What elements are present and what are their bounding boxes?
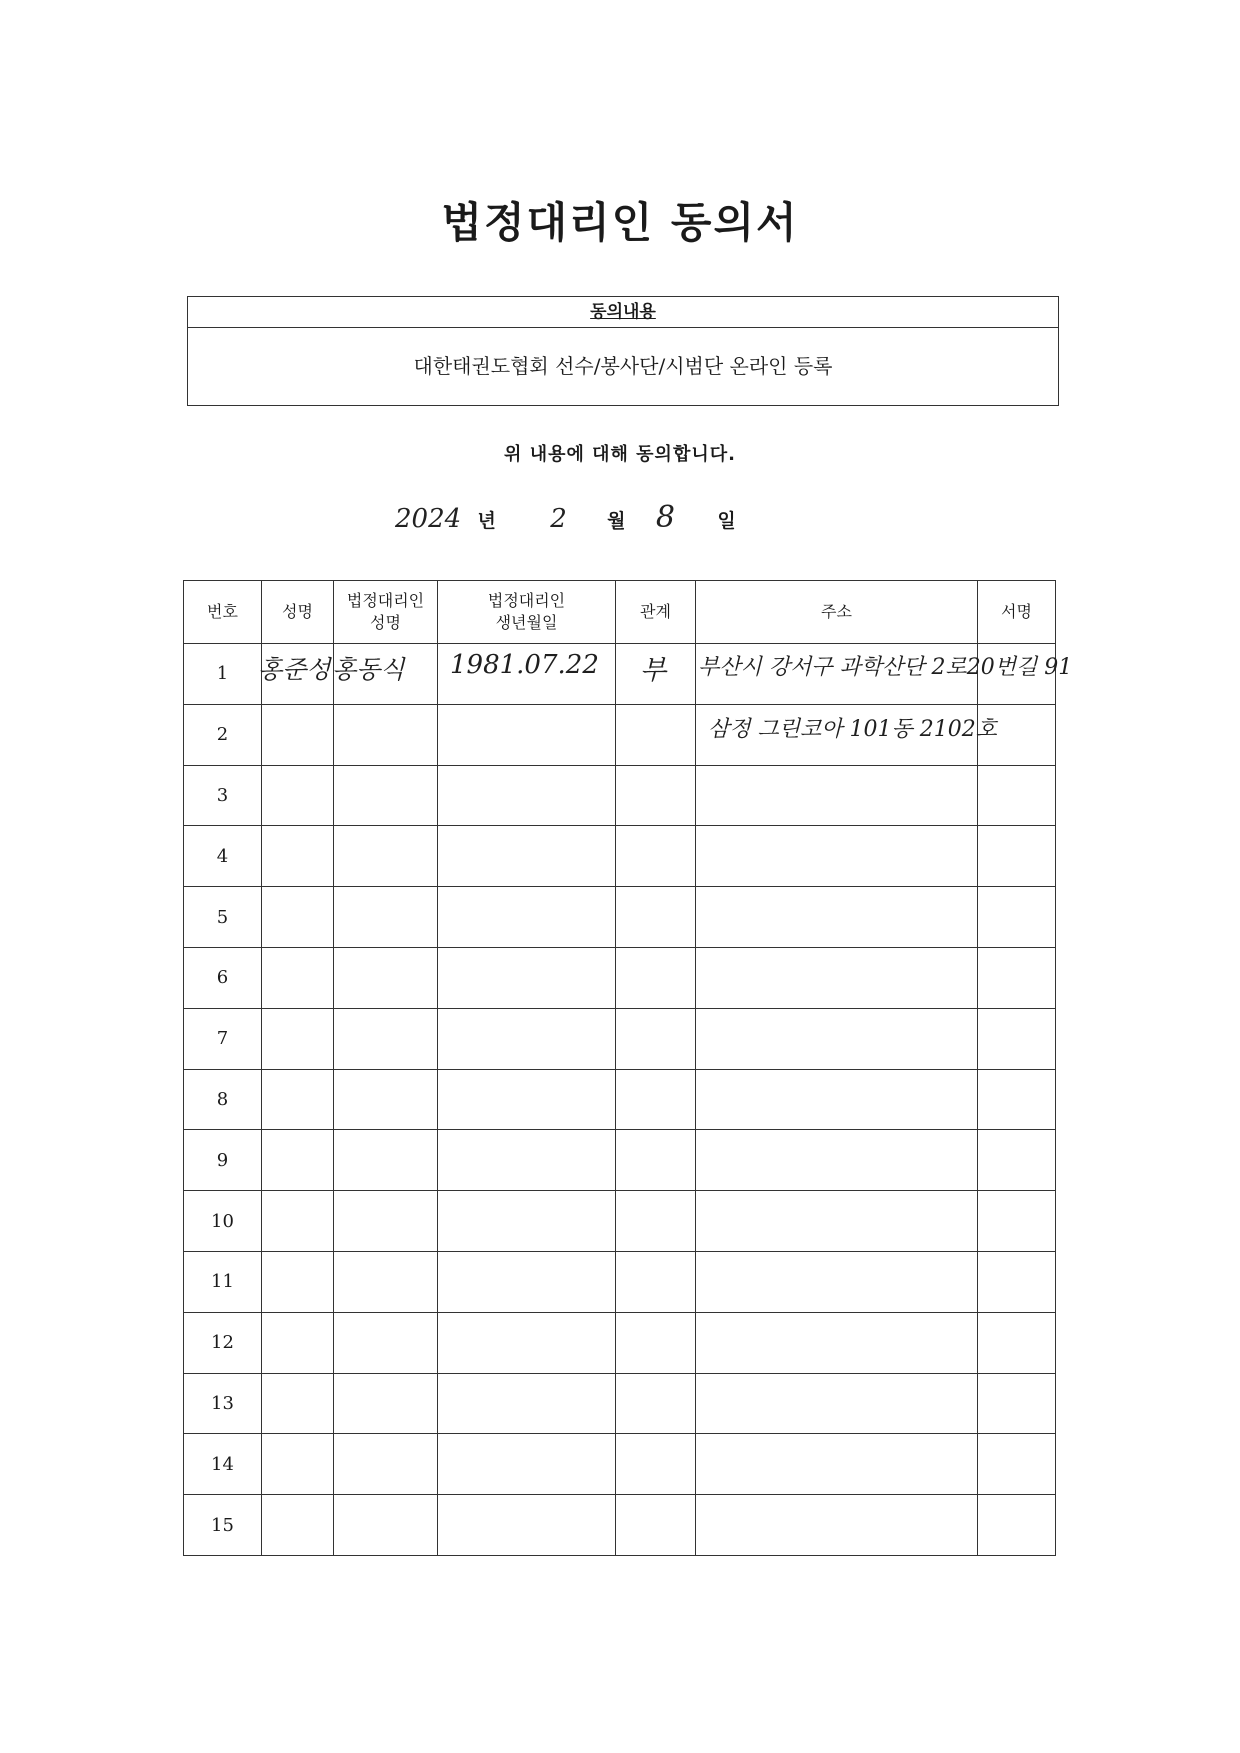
cell-guardian-name (334, 1251, 438, 1312)
cell-guardian-birth (438, 1191, 616, 1252)
cell-signature (978, 1495, 1056, 1556)
cell-guardian-birth (438, 887, 616, 948)
cell-signature (978, 1373, 1056, 1434)
cell-address (696, 887, 978, 948)
cell-guardian-name (334, 1312, 438, 1373)
cell-guardian-name (334, 1434, 438, 1495)
cell-number: 3 (184, 765, 262, 826)
table-row (184, 826, 1056, 887)
row1-name: 홍준성 (258, 655, 331, 684)
date-year-unit: 년 (477, 510, 496, 532)
date-month: 2 (550, 504, 567, 534)
cell-number: 1 (184, 644, 262, 705)
cell-name (262, 1130, 334, 1191)
cell-address (696, 1069, 978, 1130)
table-header-row (184, 581, 1056, 644)
table-row (184, 1373, 1056, 1434)
cell-guardian-name (334, 1130, 438, 1191)
cell-address (696, 1251, 978, 1312)
header-signature: 서명 (978, 581, 1056, 644)
cell-signature (978, 1312, 1056, 1373)
cell-guardian-birth (438, 1434, 616, 1495)
cell-guardian-birth (438, 1008, 616, 1069)
cell-address (696, 1008, 978, 1069)
date-year: 2024 (395, 504, 462, 534)
table-row (184, 887, 1056, 948)
cell-guardian-birth (438, 1130, 616, 1191)
cell-number: 12 (184, 1312, 262, 1373)
cell-name (262, 1008, 334, 1069)
header-relation: 관계 (616, 581, 696, 644)
cell-guardian-birth (438, 826, 616, 887)
cell-signature (978, 1434, 1056, 1495)
cell-signature (978, 1008, 1056, 1069)
consent-box (187, 296, 1059, 406)
cell-guardian-name (334, 826, 438, 887)
cell-number: 14 (184, 1434, 262, 1495)
cell-relation (616, 765, 696, 826)
header-guardian-name: 법정대리인 성명 (334, 581, 438, 644)
cell-guardian-name (334, 1008, 438, 1069)
header-guardian-birth: 법정대리인 생년월일 (438, 581, 616, 644)
row1-relation: 부 (640, 655, 667, 686)
header-name: 성명 (262, 581, 334, 644)
cell-relation (616, 1434, 696, 1495)
cell-guardian-birth (438, 1312, 616, 1373)
cell-signature (978, 1251, 1056, 1312)
cell-name (262, 887, 334, 948)
cell-guardian-birth (438, 1251, 616, 1312)
cell-guardian-birth (438, 1495, 616, 1556)
cell-number: 15 (184, 1495, 262, 1556)
row1-guardian-birth: 1981.07.22 (450, 650, 599, 680)
row1-address: 부산시 강서구 과학산단 2로20번길 91 (698, 655, 1073, 680)
cell-guardian-name (334, 1191, 438, 1252)
agree-statement: 위 내용에 대해 동의합니다. (504, 444, 736, 465)
page-title: 법정대리인 동의서 (441, 198, 799, 247)
cell-address (696, 1495, 978, 1556)
cell-guardian-name (334, 765, 438, 826)
cell-name (262, 704, 334, 765)
cell-signature (978, 1191, 1056, 1252)
cell-guardian-name (334, 1069, 438, 1130)
cell-name (262, 947, 334, 1008)
table-row (184, 1251, 1056, 1312)
cell-signature (978, 826, 1056, 887)
cell-number: 10 (184, 1191, 262, 1252)
table-row (184, 1495, 1056, 1556)
table-row (184, 1312, 1056, 1373)
table-row (184, 1008, 1056, 1069)
cell-guardian-name (334, 1495, 438, 1556)
cell-signature (978, 765, 1056, 826)
date-line (395, 500, 736, 540)
cell-address (696, 1312, 978, 1373)
cell-number: 9 (184, 1130, 262, 1191)
cell-address (696, 1191, 978, 1252)
consent-heading: 동의내용 (188, 297, 1058, 328)
cell-relation (616, 887, 696, 948)
cell-guardian-name (334, 947, 438, 1008)
table-row (184, 1069, 1056, 1130)
cell-name (262, 1069, 334, 1130)
cell-guardian-name (334, 887, 438, 948)
consent-content: 대한태권도협회 선수/봉사단/시범단 온라인 등록 (413, 354, 833, 378)
cell-name (262, 1434, 334, 1495)
cell-guardian-birth (438, 1069, 616, 1130)
header-number: 번호 (184, 581, 262, 644)
cell-address (696, 826, 978, 887)
cell-signature (978, 1069, 1056, 1130)
cell-signature (978, 1130, 1056, 1191)
cell-name (262, 1495, 334, 1556)
cell-address (696, 947, 978, 1008)
cell-relation (616, 1312, 696, 1373)
cell-relation (616, 1069, 696, 1130)
cell-address (696, 1130, 978, 1191)
cell-relation (616, 1251, 696, 1312)
table-row (184, 1191, 1056, 1252)
cell-guardian-name (334, 704, 438, 765)
cell-name (262, 1251, 334, 1312)
cell-relation (616, 1191, 696, 1252)
cell-signature (978, 887, 1056, 948)
cell-number: 7 (184, 1008, 262, 1069)
cell-number: 13 (184, 1373, 262, 1434)
date-day: 8 (655, 500, 675, 535)
row2-address: 삼정 그린코아 101동 2102호 (708, 717, 997, 742)
cell-guardian-birth (438, 947, 616, 1008)
cell-guardian-name (334, 1373, 438, 1434)
cell-guardian-birth (438, 704, 616, 765)
cell-guardian-birth (438, 765, 616, 826)
table-row (184, 1130, 1056, 1191)
cell-name (262, 826, 334, 887)
cell-guardian-birth (438, 1373, 616, 1434)
date-day-unit: 일 (717, 510, 736, 532)
cell-name (262, 1312, 334, 1373)
cell-number: 2 (184, 704, 262, 765)
cell-name (262, 765, 334, 826)
cell-number: 8 (184, 1069, 262, 1130)
cell-address (696, 765, 978, 826)
cell-relation (616, 947, 696, 1008)
date-month-unit: 월 (607, 510, 626, 532)
table-row (184, 1434, 1056, 1495)
cell-name (262, 1373, 334, 1434)
table-row (184, 765, 1056, 826)
cell-relation (616, 1495, 696, 1556)
cell-relation (616, 1008, 696, 1069)
cell-address (696, 1434, 978, 1495)
cell-number: 5 (184, 887, 262, 948)
table-row (184, 947, 1056, 1008)
cell-relation (616, 704, 696, 765)
cell-signature (978, 947, 1056, 1008)
cell-address (696, 1373, 978, 1434)
cell-number: 4 (184, 826, 262, 887)
cell-relation (616, 1130, 696, 1191)
cell-number: 11 (184, 1251, 262, 1312)
header-address: 주소 (696, 581, 978, 644)
cell-name (262, 1191, 334, 1252)
cell-number: 6 (184, 947, 262, 1008)
cell-relation (616, 1373, 696, 1434)
row1-guardian-name: 홍동식 (332, 655, 405, 684)
cell-relation (616, 826, 696, 887)
